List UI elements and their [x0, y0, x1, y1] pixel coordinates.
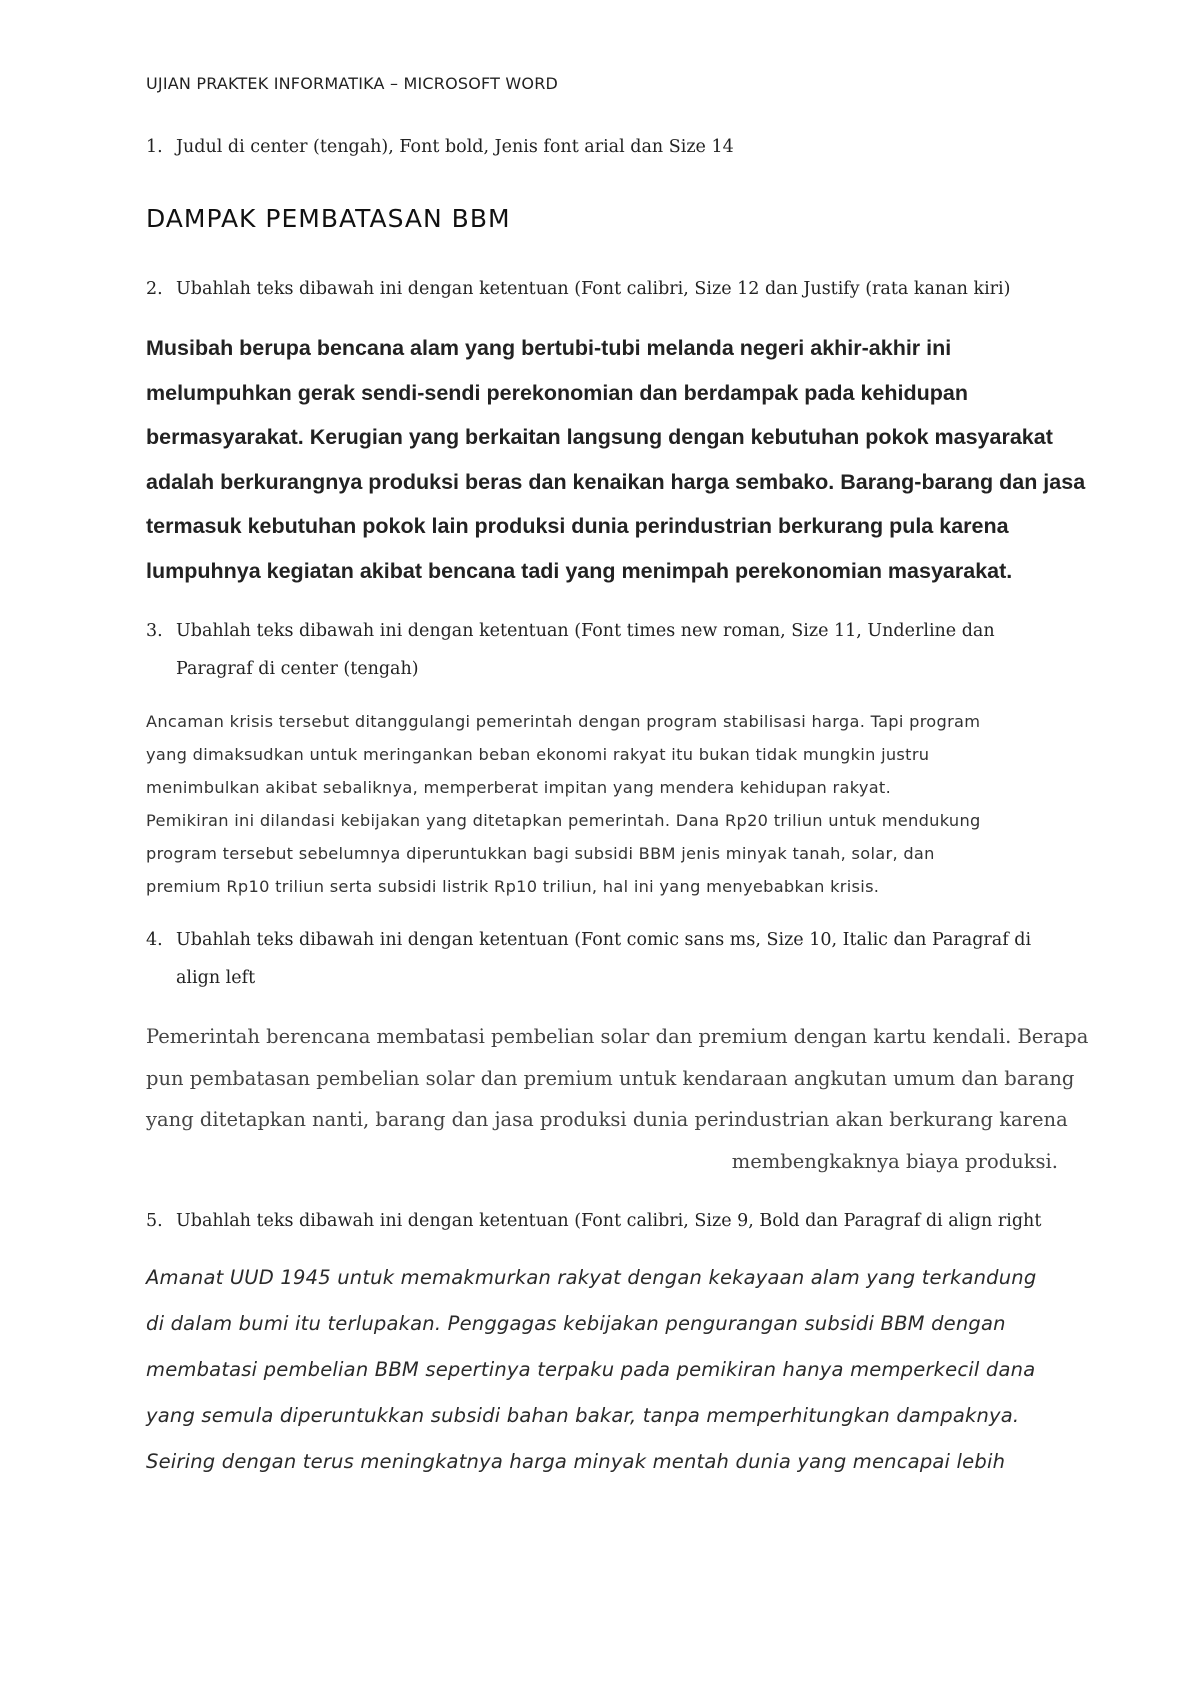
instruction-3: [146, 612, 1066, 688]
paragraph-line: termasuk kebutuhan pokok lain produksi dunia perindustrian berkurang pula karena: [146, 514, 1009, 538]
document-header: UJIAN PRAKTEK INFORMATIKA – MICROSOFT WORD: [146, 74, 559, 93]
instruction-number: 5.: [146, 1211, 163, 1231]
paragraph-3: [146, 1016, 1089, 1182]
instruction-text: Ubahlah teks dibawah ini dengan ketentuan (Font times new roman, Size 11, Underline dan: [176, 621, 995, 641]
instruction-text: Ubahlah teks dibawah ini dengan ketentuan (Font comic sans ms, Size 10, Italic dan Paragraf di: [176, 930, 1032, 950]
paragraph-line: lumpuhnya kegiatan akibat bencana tadi yang menimpah perekonomian masyarakat.: [146, 558, 1013, 583]
paragraph-line: Ancaman krisis tersebut ditanggulangi pemerintah dengan program stabilisasi harga. Tapi program: [146, 712, 981, 731]
paragraph-line: pun pembatasan pembelian solar dan premium untuk kendaraan angkutan umum dan barang: [146, 1066, 1075, 1090]
paragraph-line: program tersebut sebelumnya diperuntukkan bagi subsidi BBM jenis minyak tanah, solar, dan: [146, 844, 935, 863]
paragraph-line: membengkaknya biaya produksi.: [731, 1149, 1058, 1173]
instruction-number: 4.: [146, 930, 163, 950]
paragraph-line: Seiring dengan terus meningkatnya harga minyak mentah dunia yang mencapai lebih: [146, 1450, 1006, 1473]
document-title: DAMPAK PEMBATASAN BBM: [146, 204, 511, 233]
paragraph-line: premium Rp10 triliun serta subsidi listrik Rp10 triliun, hal ini yang menyebabkan krisis.: [146, 877, 880, 896]
paragraph-line: bermasyarakat. Kerugian yang berkaitan langsung dengan kebutuhan pokok masyarakat: [146, 425, 1053, 449]
instruction-4: [146, 921, 1066, 997]
paragraph-4: [146, 1255, 1106, 1485]
paragraph-line: Pemerintah berencana membatasi pembelian solar dan premium dengan kartu kendali. Berapa: [146, 1025, 1089, 1048]
paragraph-line: menimbulkan akibat sebaliknya, memperberat impitan yang mendera kehidupan rakyat.: [146, 778, 892, 797]
instruction-text: Ubahlah teks dibawah ini dengan ketentuan (Font calibri, Size 12 dan Justify (rata kanan kiri): [176, 279, 1011, 299]
paragraph-2: [146, 705, 1086, 903]
paragraph-line: Amanat UUD 1945 untuk memakmurkan rakyat dengan kekayaan alam yang terkandung: [146, 1266, 1037, 1289]
paragraph-1: [146, 326, 1086, 593]
instruction-text: Judul di center (tengah), Font bold, Jenis font arial dan Size 14: [176, 137, 734, 157]
paragraph-line: yang ditetapkan nanti, barang dan jasa produksi dunia perindustrian akan berkurang karena: [146, 1108, 1068, 1131]
paragraph-line: adalah berkurangnya produksi beras dan kenaikan harga sembako. Barang-barang dan jasa: [146, 469, 1086, 494]
instruction-number: 3.: [146, 621, 163, 641]
paragraph-line: yang dimaksudkan untuk meringankan beban ekonomi rakyat itu bukan tidak mungkin justru: [146, 745, 930, 764]
instruction-number: 2.: [146, 279, 163, 299]
paragraph-line: membatasi pembelian BBM sepertinya terpaku pada pemikiran hanya memperkecil dana: [146, 1358, 1036, 1381]
instruction-1: [146, 128, 1066, 166]
paragraph-line: di dalam bumi itu terlupakan. Penggagas kebijakan pengurangan subsidi BBM dengan: [146, 1312, 1006, 1335]
instruction-text-continued: Paragraf di center (tengah): [176, 659, 419, 679]
instruction-2: [146, 270, 1066, 308]
paragraph-line: yang semula diperuntukkan subsidi bahan bakar, tanpa memperhitungkan dampaknya.: [146, 1404, 1020, 1427]
instruction-text: Ubahlah teks dibawah ini dengan ketentuan (Font calibri, Size 9, Bold dan Paragraf di align right: [176, 1211, 1042, 1231]
paragraph-line: melumpuhkan gerak sendi-sendi perekonomian dan berdampak pada kehidupan: [146, 380, 968, 405]
instruction-number: 1.: [146, 137, 163, 157]
paragraph-line: Musibah berupa bencana alam yang bertubi-tubi melanda negeri akhir-akhir ini: [146, 336, 952, 360]
instruction-5: [146, 1202, 1066, 1240]
paragraph-line: Pemikiran ini dilandasi kebijakan yang ditetapkan pemerintah. Dana Rp20 triliun untuk mendukung: [146, 811, 981, 830]
instruction-text-continued: align left: [176, 968, 256, 988]
